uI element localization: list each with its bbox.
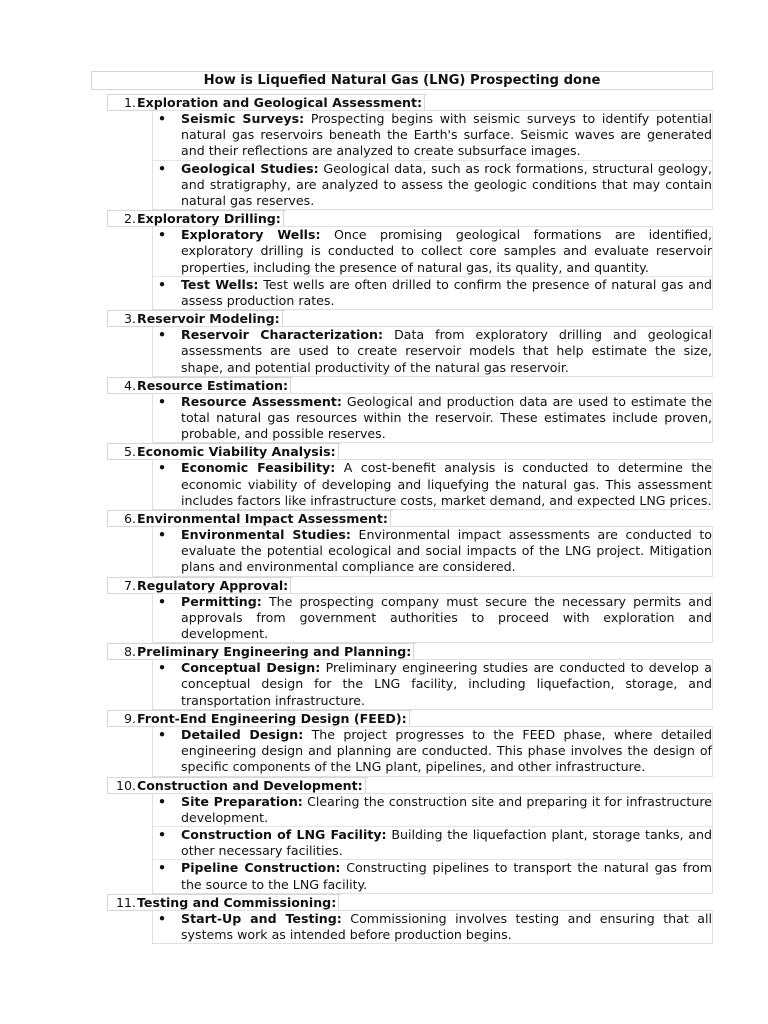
bullet-item — [153, 526, 712, 576]
section-number: 1. — [123, 95, 136, 110]
bullet-dot-icon: • — [158, 460, 167, 476]
section-heading-box — [107, 577, 293, 594]
section-number: 8. — [123, 644, 136, 660]
section-title: Economic Viability Analysis: — [137, 444, 339, 459]
bullet-list — [152, 226, 713, 310]
bullet-list — [152, 526, 713, 577]
bullet-term: Permitting: — [181, 593, 262, 609]
section — [91, 894, 713, 944]
section-heading — [107, 643, 713, 659]
bullet-term: Detailed Design: — [181, 726, 304, 742]
section-heading — [107, 510, 713, 526]
section — [91, 94, 713, 210]
section-heading — [107, 577, 713, 593]
bullet-term: Geological Studies: — [181, 160, 319, 176]
section-heading-box — [107, 210, 286, 227]
section-title: Construction and Development: — [137, 778, 366, 793]
section — [91, 377, 713, 444]
bullet-text: Constructing pipelines to transport the natural gas from the source to the LNG facility. — [181, 860, 713, 892]
bullet-item — [153, 593, 712, 643]
bullet-list — [152, 459, 713, 510]
bullet-term: Resource Assessment: — [181, 393, 342, 409]
document — [91, 71, 713, 944]
section-number: 10. — [115, 777, 136, 793]
bullet-item — [153, 393, 712, 443]
section — [91, 310, 713, 377]
bullet-term: Test Wells: — [181, 276, 259, 292]
section-heading — [107, 710, 713, 726]
bullet-dot-icon: • — [158, 826, 167, 842]
bullet-text: Clearing the construction site and preparing it for infrastructure development. — [181, 793, 713, 825]
section-title: Front-End Engineering Design (FEED): — [137, 711, 410, 726]
section-number: 11. — [115, 894, 136, 910]
section — [91, 643, 713, 710]
section-title: Exploration and Geological Assessment: — [137, 95, 425, 110]
bullet-dot-icon: • — [158, 393, 167, 409]
bullet-text: The project progresses to the FEED phase, where detailed engineering design and planning are conducted. This phase involves the design of specific components of the LNG plant, pipelines, and other infrastructure. — [181, 726, 712, 775]
bullet-item — [153, 276, 712, 309]
bullet-item — [153, 459, 712, 509]
section-title: Resource Estimation: — [137, 378, 291, 393]
bullet-text: Commissioning involves testing and ensuring that all systems work as intended before production begins. — [181, 910, 712, 942]
bullet-dot-icon: • — [158, 111, 167, 126]
bullet-dot-icon: • — [158, 726, 167, 742]
bullet-term: Reservoir Characterization: — [181, 327, 384, 343]
bullet-dot-icon: • — [158, 910, 167, 926]
section — [91, 577, 713, 644]
section — [91, 210, 713, 310]
bullet-term: Environmental Studies: — [181, 527, 351, 543]
section — [91, 443, 713, 510]
section-title: Reservoir Modeling: — [137, 311, 283, 326]
bullet-dot-icon: • — [158, 660, 167, 676]
bullet-item — [153, 859, 712, 892]
section-number: 4. — [123, 377, 136, 393]
section — [91, 710, 713, 777]
section-title: Testing and Commissioning: — [137, 895, 339, 910]
bullet-term: Exploratory Wells: — [181, 227, 321, 243]
section-heading-box — [107, 94, 427, 111]
bullet-item — [153, 659, 712, 709]
bullet-term: Start-Up and Testing: — [181, 910, 342, 926]
section-heading-box — [107, 894, 341, 911]
bullet-item — [153, 226, 712, 276]
bullet-term: Conceptual Design: — [181, 660, 321, 676]
bullet-text: Building the liquefaction plant, storage tanks, and other necessary facilities. — [181, 826, 713, 859]
bullet-list — [152, 793, 713, 894]
bullet-term: Economic Feasibility: — [181, 460, 336, 476]
bullet-list — [152, 910, 713, 944]
bullet-list — [152, 659, 713, 710]
bullet-text: Geological data, such as rock formations, structural geology, and stratigraphy, are analyzed to assess the geologic conditions that may contain natural gas reserves. — [181, 160, 712, 209]
section-title: Preliminary Engineering and Planning: — [137, 644, 414, 659]
bullet-text: Geological and production data are used to estimate the total natural gas resources within the reservoir. These estimates include proven, probable, and possible reserves. — [181, 393, 712, 442]
section-title: Exploratory Drilling: — [137, 211, 284, 226]
section — [91, 777, 713, 894]
bullet-dot-icon: • — [158, 276, 167, 292]
bullet-term: Construction of LNG Facility: — [181, 826, 387, 842]
section-number: 5. — [123, 444, 136, 460]
bullet-text: Data from exploratory drilling and geological assessments are used to create reservoir models that help estimate the size, shape, and potential productivity of the natural gas reservoir. — [181, 327, 712, 375]
bullet-dot-icon: • — [158, 527, 167, 543]
bullet-text: Prospecting begins with seismic surveys to identify potential natural gas reservoirs beneath the Earth's surface. Seismic waves are generated and their reflections are analyzed to create subsurface images. — [181, 111, 712, 159]
section-heading-box — [107, 643, 416, 660]
section-title: Environmental Impact Assessment: — [137, 511, 391, 526]
bullet-item — [153, 826, 712, 859]
bullet-dot-icon: • — [158, 860, 167, 876]
section-number: 2. — [123, 211, 136, 227]
section-heading — [107, 310, 713, 326]
bullet-dot-icon: • — [158, 327, 167, 343]
section-heading-box — [107, 377, 293, 394]
section-number: 7. — [123, 577, 136, 593]
section-heading-box — [107, 443, 341, 460]
bullet-text: The prospecting company must secure the necessary permits and approvals from government authorities to proceed with exploration and development. — [181, 593, 712, 642]
section-heading — [107, 894, 713, 910]
bullet-item — [153, 326, 712, 376]
section-title: Regulatory Approval: — [137, 578, 291, 593]
bullet-item — [153, 793, 712, 826]
section-heading-box — [107, 777, 368, 794]
bullet-dot-icon: • — [158, 160, 167, 176]
bullet-dot-icon: • — [158, 793, 167, 809]
bullet-list — [152, 593, 713, 644]
section-number: 9. — [123, 710, 136, 726]
bullet-list — [152, 393, 713, 444]
section-heading — [107, 443, 713, 459]
bullet-term: Seismic Surveys: — [181, 111, 305, 126]
bullet-text: A cost-benefit analysis is conducted to determine the economic viability of developing and liquefying the natural gas. This assessment includes factors like infrastructure costs, market demand, and expected LNG prices. — [181, 460, 712, 508]
bullet-item — [153, 160, 712, 210]
bullet-term: Site Preparation: — [181, 793, 303, 809]
section-number: 3. — [123, 311, 136, 327]
section-list — [91, 94, 713, 944]
section-heading — [107, 210, 713, 226]
bullet-item — [153, 110, 712, 160]
bullet-dot-icon: • — [158, 227, 167, 243]
bullet-term: Pipeline Construction: — [181, 860, 341, 876]
bullet-text: Preliminary engineering studies are conducted to develop a conceptual design for the LNG facility, including liquefaction, storage, and transportation infrastructure. — [181, 660, 712, 708]
bullet-dot-icon: • — [158, 593, 167, 609]
bullet-list — [152, 326, 713, 377]
document-title: How is Liquefied Natural Gas (LNG) Prospecting done — [91, 71, 713, 90]
bullet-item — [153, 726, 712, 776]
bullet-list — [152, 110, 713, 210]
section-heading-box — [107, 510, 393, 527]
section-heading — [107, 94, 713, 110]
bullet-text: Once promising geological formations are identified, exploratory drilling is conducted to collect core samples and evaluate reservoir properties, including the presence of natural gas, its quality, and quantity. — [181, 227, 713, 275]
section — [91, 510, 713, 577]
section-heading — [107, 377, 713, 393]
section-heading-box — [107, 310, 285, 327]
section-heading-box — [107, 710, 412, 727]
bullet-item — [153, 910, 712, 943]
bullet-text: Test wells are often drilled to confirm the presence of natural gas and assess production rates. — [181, 276, 712, 309]
section-number: 6. — [123, 511, 136, 527]
bullet-text: Environmental impact assessments are conducted to evaluate the potential ecological and social impacts of the LNG project. Mitigation plans and environmental compliance are considered. — [181, 527, 712, 575]
bullet-list — [152, 726, 713, 777]
section-heading — [107, 777, 713, 793]
